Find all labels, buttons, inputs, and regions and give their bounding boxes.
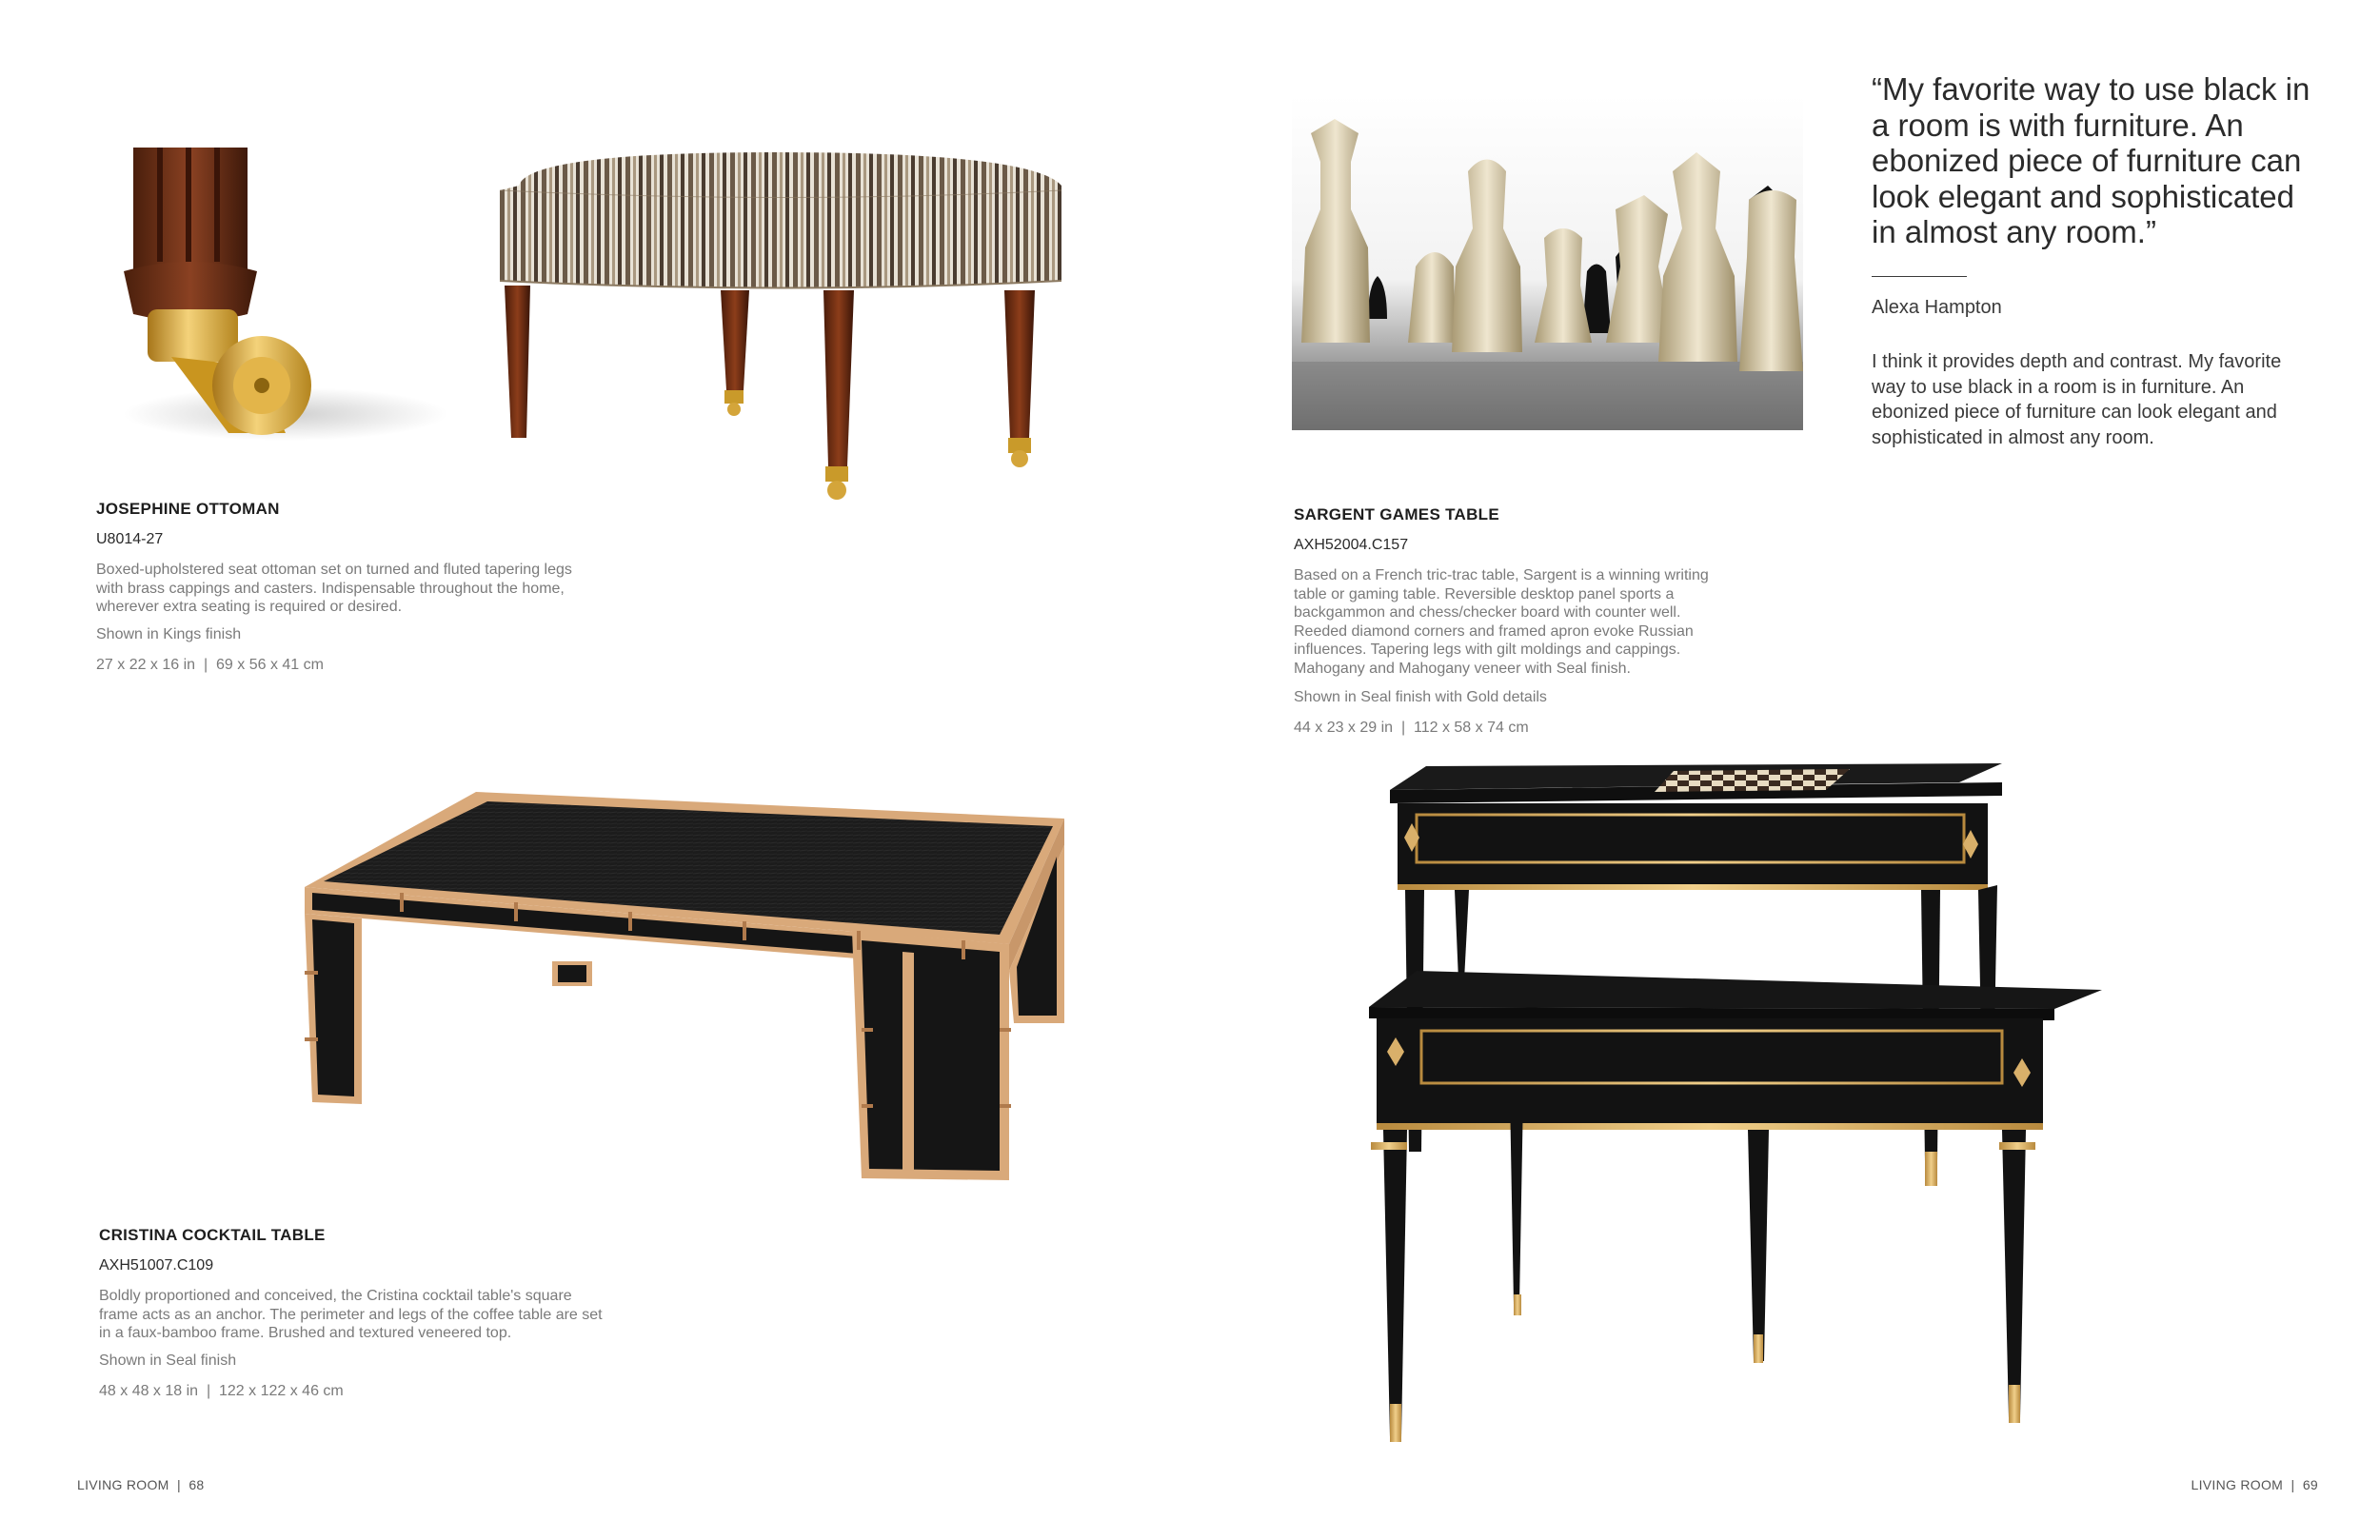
cocktail-table-dimensions: 48 x 48 x 18 in | 122 x 122 x 46 cm bbox=[99, 1383, 344, 1399]
quote-body: I think it provides depth and contrast. My favorite way to use black in a room is in furniture. An ebonized piece of furniture can look elegant and sophisticated in almost any room. bbox=[1872, 351, 2282, 448]
cocktail-table-image bbox=[305, 780, 1066, 1190]
games-table-title: SARGENT GAMES TABLE bbox=[1294, 505, 1500, 523]
cocktail-table-finish: Shown in Seal finish bbox=[99, 1352, 237, 1369]
cocktail-table-sku: AXH51007.C109 bbox=[99, 1257, 214, 1273]
ottoman-sku: U8014-27 bbox=[96, 531, 164, 547]
quote-attribution: Alexa Hampton bbox=[1872, 297, 2002, 318]
front-games-table bbox=[1369, 971, 2102, 1442]
chess-pieces-image bbox=[1292, 95, 1803, 430]
ottoman-dimensions: 27 x 22 x 16 in | 69 x 56 x 41 cm bbox=[96, 657, 324, 673]
ottoman-image bbox=[500, 152, 1061, 523]
games-table-dimensions: 44 x 23 x 29 in | 112 x 58 x 74 cm bbox=[1294, 720, 1529, 736]
cocktail-table-description: Boldly proportioned and conceived, the Cristina cocktail table's square frame acts as an anchor. The perimeter and legs of the coffee table are set in a faux-bamboo frame. Brushed and textured veneered top. bbox=[99, 1288, 603, 1342]
ottoman-description: Boxed-upholstered seat ottoman set on turned and fluted tapering legs with brass cappings and casters. Indispensable throughout the home, wherever extra seating is required or desired. bbox=[96, 562, 572, 616]
games-table-description: Based on a French tric-trac table, Sargent is a winning writing table or gaming table. Reversible desktop panel sports a backgammon and chess/checker board with counter well. Reeded diamond corners and framed apron evoke Russian influences. Tapering legs with gilt moldings and cappings. Mahogany and Mahogany veneer with Seal finish. bbox=[1294, 567, 1709, 677]
left-page-footer: LIVING ROOM | 68 bbox=[77, 1477, 205, 1492]
right-page-footer: LIVING ROOM | 69 bbox=[2191, 1477, 2318, 1492]
ottoman-finish: Shown in Kings finish bbox=[96, 626, 242, 642]
games-table-sku: AXH52004.C157 bbox=[1294, 537, 1409, 553]
caster-detail-image bbox=[95, 148, 457, 452]
ottoman-title: JOSEPHINE OTTOMAN bbox=[96, 500, 280, 518]
games-table-image bbox=[1369, 752, 2321, 1466]
cocktail-table-title: CRISTINA COCKTAIL TABLE bbox=[99, 1226, 326, 1244]
games-table-finish: Shown in Seal finish with Gold details bbox=[1294, 689, 1547, 705]
pull-quote: “My favorite way to use black in a room is with furniture. An ebonized piece of furniture can look elegant and sophisticated in almost any room.” bbox=[1872, 71, 2311, 249]
quote-divider bbox=[1872, 276, 1967, 277]
